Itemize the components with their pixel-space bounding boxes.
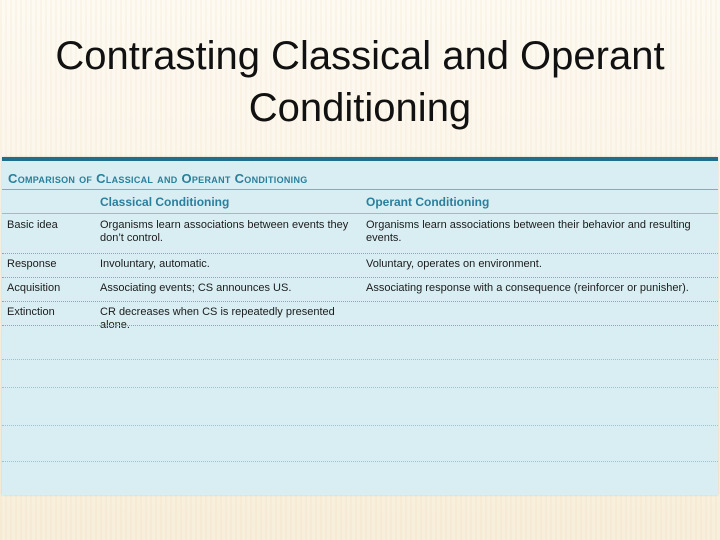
row-operant-cell: Associating response with a consequence (reinforcer or punisher). (366, 282, 689, 294)
column-header-operant: Operant Conditioning (366, 195, 490, 209)
table-row-basic-idea (2, 215, 718, 251)
row-operant-cell: Organisms learn associations between their behavior and resulting events. (366, 219, 691, 244)
row-classical-cell: Involuntary, automatic. (100, 258, 210, 270)
table-top-bar (2, 157, 718, 161)
header-divider (2, 213, 718, 214)
empty-row-divider (2, 387, 718, 388)
row-classical-cell: CR decreases when CS is repeatedly presented alone. (100, 306, 335, 331)
column-header-classical: Classical Conditioning (100, 195, 230, 209)
empty-row-divider (2, 359, 718, 360)
row-classical-cell: Organisms learn associations between events they don’t control. (100, 219, 349, 244)
slide-title: Contrasting Classical and Operant Conditioning (55, 34, 665, 130)
table-row-response (2, 254, 718, 276)
row-operant-cell: Voluntary, operates on environment. (366, 258, 542, 270)
comparison-table (2, 157, 718, 495)
table-caption: Comparison of Classical and Operant Conditioning (8, 171, 308, 186)
table-row-extinction (2, 302, 718, 331)
table-row-acquisition (2, 278, 718, 300)
empty-row-divider (2, 461, 718, 462)
row-label: Response (7, 258, 57, 270)
row-divider (2, 325, 718, 326)
caption-divider (2, 189, 718, 190)
row-label: Acquisition (7, 282, 61, 294)
row-label: Basic idea (7, 219, 58, 231)
empty-row-divider (2, 425, 718, 426)
row-label: Extinction (7, 306, 55, 318)
row-classical-cell: Associating events; CS announces US. (100, 282, 292, 294)
